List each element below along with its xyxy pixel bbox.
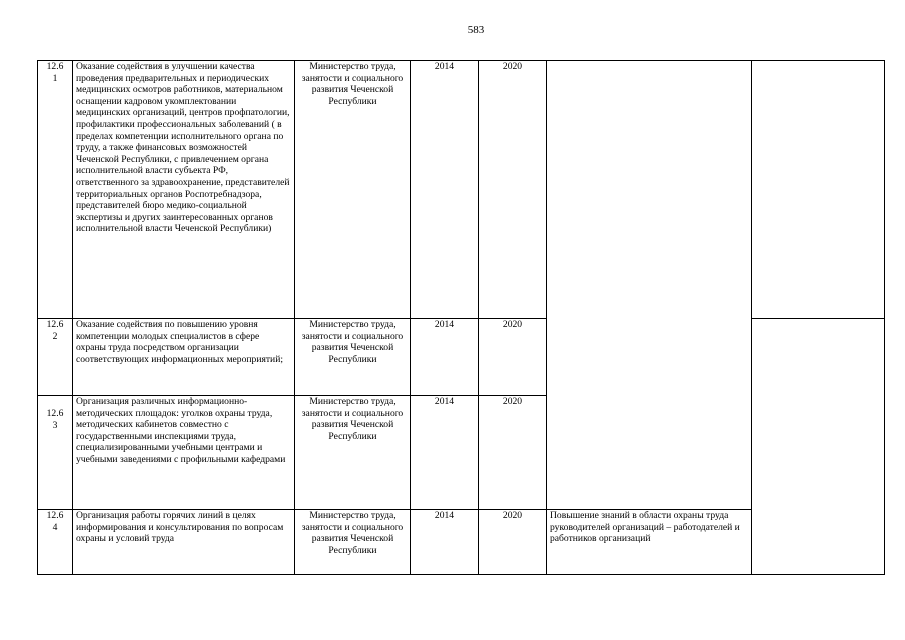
year-end: 2020	[479, 396, 547, 510]
table-row	[38, 396, 885, 510]
expected-result	[547, 396, 752, 510]
year-end: 2020	[479, 61, 547, 319]
expected-result	[547, 319, 752, 396]
row-number: 12.6 2	[38, 319, 73, 396]
year-start: 2014	[411, 510, 479, 575]
row-number: 12.6 1	[38, 61, 73, 319]
year-end: 2020	[479, 319, 547, 396]
year-start: 2014	[411, 61, 479, 319]
measure-description: Организация работы горячих линий в целях информирования и консультирования по вопросам охраны и условий труда	[73, 510, 295, 575]
expected-result: Повышение знаний в области охраны труда руководителей организаций – работодателей и работников организаций	[547, 510, 752, 575]
measure-description: Организация различных информационно-методических площадок: уголков охраны труда, методических кабинетов совместно с государственными инспекциями труда, специализированными учебными центрами и учебными заведениями с профильными кафедрами	[73, 396, 295, 510]
year-end: 2020	[479, 510, 547, 575]
expected-result	[547, 61, 752, 319]
measure-description: Оказание содействия в улучшении качества проведения предварительных и периодических медицинских осмотров работников, материальном оснащении кадровом укомплектовании медицинских организаций, центров профпатологии, профилактики профессиональных заболеваний ( в пределах компетенции исполнительного органа по труду, а также финансовых возможностей Чеченской Республики, с привлечением органа исполнительной власти субъекта РФ, ответственного за здравоохранение, представителей территориальных органов Роспотребнадзора, представителей бюро медико-социальной экспертизы и других заинтересованных органов исполнительной власти Чеченской Республики)	[73, 61, 295, 319]
measure-description: Оказание содействия по повышению уровня компетенции молодых специалистов в сфере охраны труда посредством организации соответствующих информационных мероприятий;	[73, 319, 295, 396]
table-row	[38, 61, 885, 319]
responsible-organization: Министерство труда, занятости и социального развития Чеченской Республики	[295, 510, 411, 575]
responsible-organization: Министерство труда, занятости и социального развития Чеченской Республики	[295, 61, 411, 319]
extra-column	[752, 510, 885, 575]
year-start: 2014	[411, 319, 479, 396]
row-number: 12.6 3	[38, 396, 73, 510]
measures-table	[37, 60, 885, 575]
extra-column	[752, 396, 885, 510]
year-start: 2014	[411, 396, 479, 510]
responsible-organization: Министерство труда, занятости и социального развития Чеченской Республики	[295, 319, 411, 396]
table-row	[38, 319, 885, 396]
responsible-organization: Министерство труда, занятости и социального развития Чеченской Республики	[295, 396, 411, 510]
extra-column	[752, 61, 885, 319]
page-number: 583	[467, 24, 485, 36]
extra-column	[752, 319, 885, 396]
row-number: 12.6 4	[38, 510, 73, 575]
table-row	[38, 510, 885, 575]
